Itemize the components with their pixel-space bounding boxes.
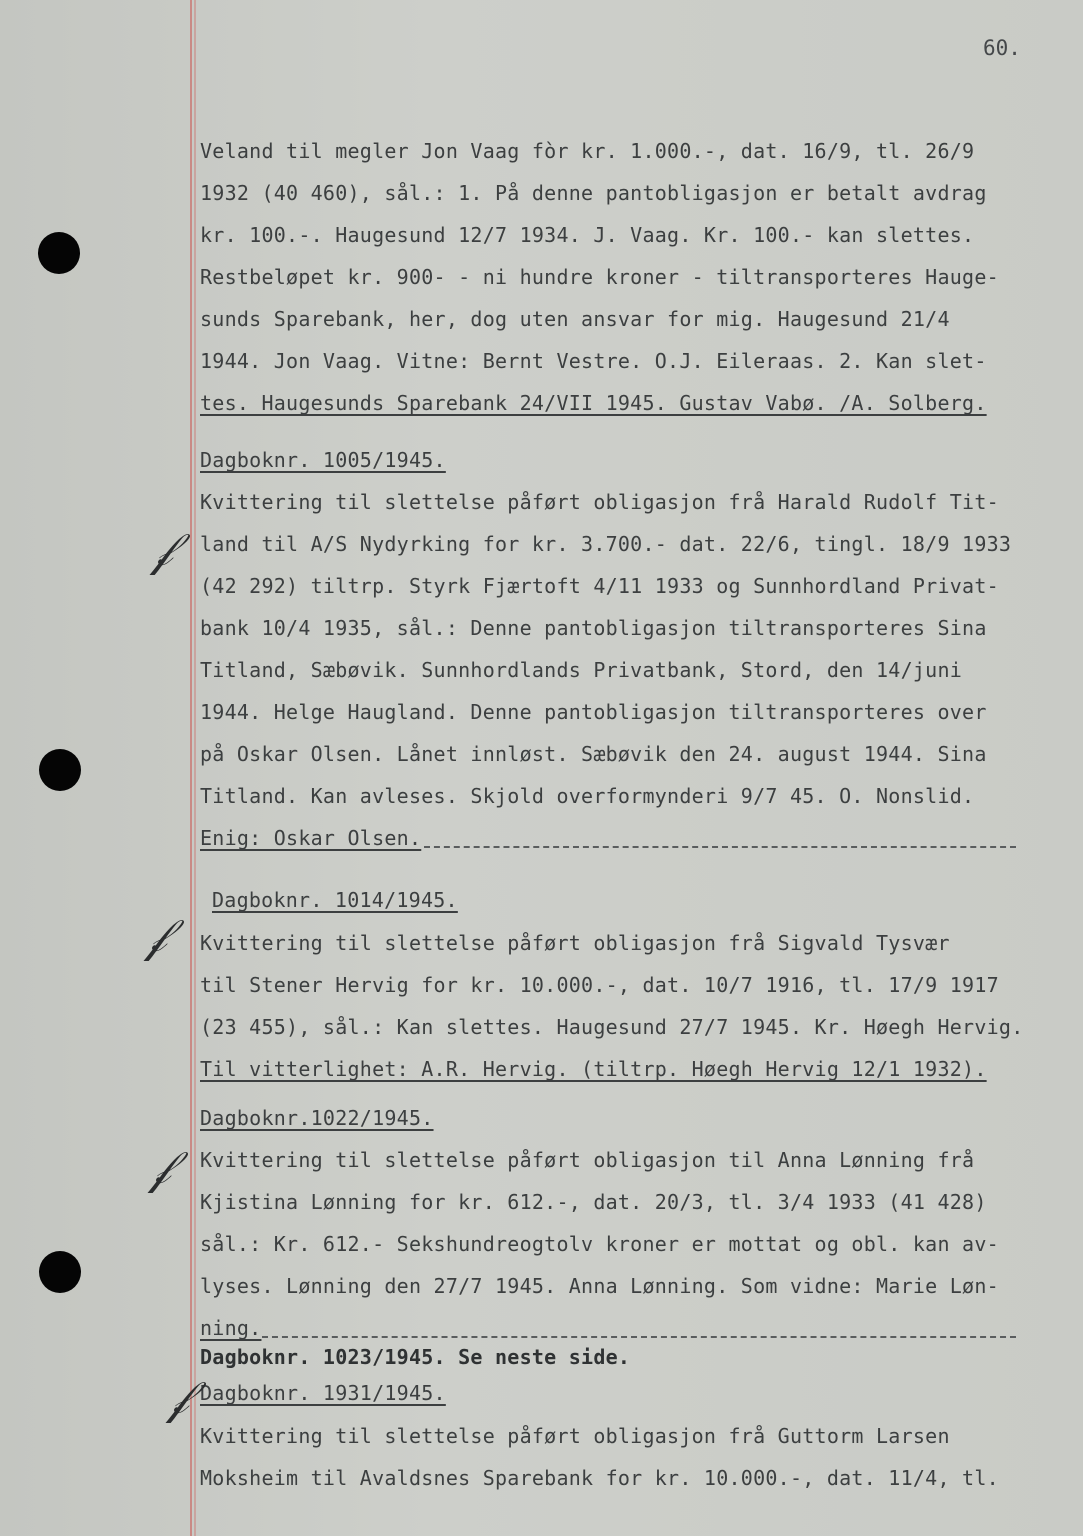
text-line: Restbeløpet kr. 900- - ni hundre kroner - tiltransporteres Hauge- [200,265,999,289]
margin-line [190,0,192,1536]
text-line: bank 10/4 1935, sål.: Denne pantobligasjon tiltransporteres Sina [200,616,987,640]
text-line: Kvittering til slettelse påført obligasjon frå Guttorm Larsen [200,1424,950,1448]
text-line: 1944. Jon Vaag. Vitne: Bernt Vestre. O.J. Eileraas. 2. Kan slet- [200,349,987,373]
text-line: Kvittering til slettelse påført obligasjon frå Harald Rudolf Tit- [200,490,999,514]
text-line: på Oskar Olsen. Lånet innløst. Sæbøvik den 24. august 1944. Sina [200,742,987,766]
text-line: (23 455), sål.: Kan slettes. Haugesund 27/7 1945. Kr. Høegh Hervig. [200,1015,1024,1039]
text-line: land til A/S Nydyrking for kr. 3.700.- dat. 22/6, tingl. 18/9 1933 [200,532,1012,556]
punch-hole [38,232,80,274]
entry-heading: Dagboknr. 1023/1945. Se neste side. [200,1345,631,1369]
separator-line [262,1336,1016,1338]
text-line: Kvittering til slettelse påført obligasjon frå Sigvald Tysvær [200,931,950,955]
handwritten-initials: 𝒻 [146,908,167,962]
text-line: Titland, Sæbøvik. Sunnhordlands Privatbank, Stord, den 14/juni [200,658,963,682]
entry-heading: Dagboknr. 1931/1945. [200,1381,446,1405]
entry-heading: Dagboknr. 1014/1945. [212,888,458,912]
handwritten-initials: 𝒻 [152,522,173,576]
text-line: ning. [200,1316,262,1340]
text-line: Kvittering til slettelse påført obligasjon til Anna Lønning frå [200,1148,975,1172]
text-line: 1944. Helge Haugland. Denne pantobligasjon tiltransporteres over [200,700,987,724]
handwritten-initials: 𝒻 [150,1140,171,1194]
text-line: Enig: Oskar Olsen. [200,826,422,850]
text-line: sål.: Kr. 612.- Sekshundreogtolv kroner er mottat og obl. kan av- [200,1232,999,1256]
punch-hole [39,1251,81,1293]
handwritten-initials: 𝒻 [168,1370,189,1424]
text-line: til Stener Hervig for kr. 10.000.-, dat. 10/7 1916, tl. 17/9 1917 [200,973,999,997]
punch-hole [39,749,81,791]
text-line: kr. 100.-. Haugesund 12/7 1934. J. Vaag. Kr. 100.- kan slettes. [200,223,975,247]
entry-heading: Dagboknr.1022/1945. [200,1106,434,1130]
text-line: (42 292) tiltrp. Styrk Fjærtoft 4/11 1933 og Sunnhordland Privat- [200,574,999,598]
margin-line [194,0,196,1536]
text-line: Til vitterlighet: A.R. Hervig. (tiltrp. Høegh Hervig 12/1 1932). [200,1057,987,1081]
separator-line [424,846,1016,848]
text-line: Kjistina Lønning for kr. 612.-, dat. 20/3, tl. 3/4 1933 (41 428) [200,1190,987,1214]
text-line: lyses. Lønning den 27/7 1945. Anna Lønning. Som vidne: Marie Løn- [200,1274,999,1298]
text-line: Titland. Kan avleses. Skjold overformynderi 9/7 45. O. Nonslid. [200,784,975,808]
text-line: tes. Haugesunds Sparebank 24/VII 1945. Gustav Vabø. /A. Solberg. [200,391,987,415]
text-line: Veland til megler Jon Vaag fòr kr. 1.000.-, dat. 16/9, tl. 26/9 [200,139,975,163]
entry-heading: Dagboknr. 1005/1945. [200,448,446,472]
page-number: 60. [983,36,1021,60]
text-line: Moksheim til Avaldsnes Sparebank for kr. 10.000.-, dat. 11/4, tl. [200,1466,999,1490]
text-line: 1932 (40 460), sål.: 1. På denne pantobligasjon er betalt avdrag [200,181,987,205]
text-line: sunds Sparebank, her, dog uten ansvar for mig. Haugesund 21/4 [200,307,950,331]
